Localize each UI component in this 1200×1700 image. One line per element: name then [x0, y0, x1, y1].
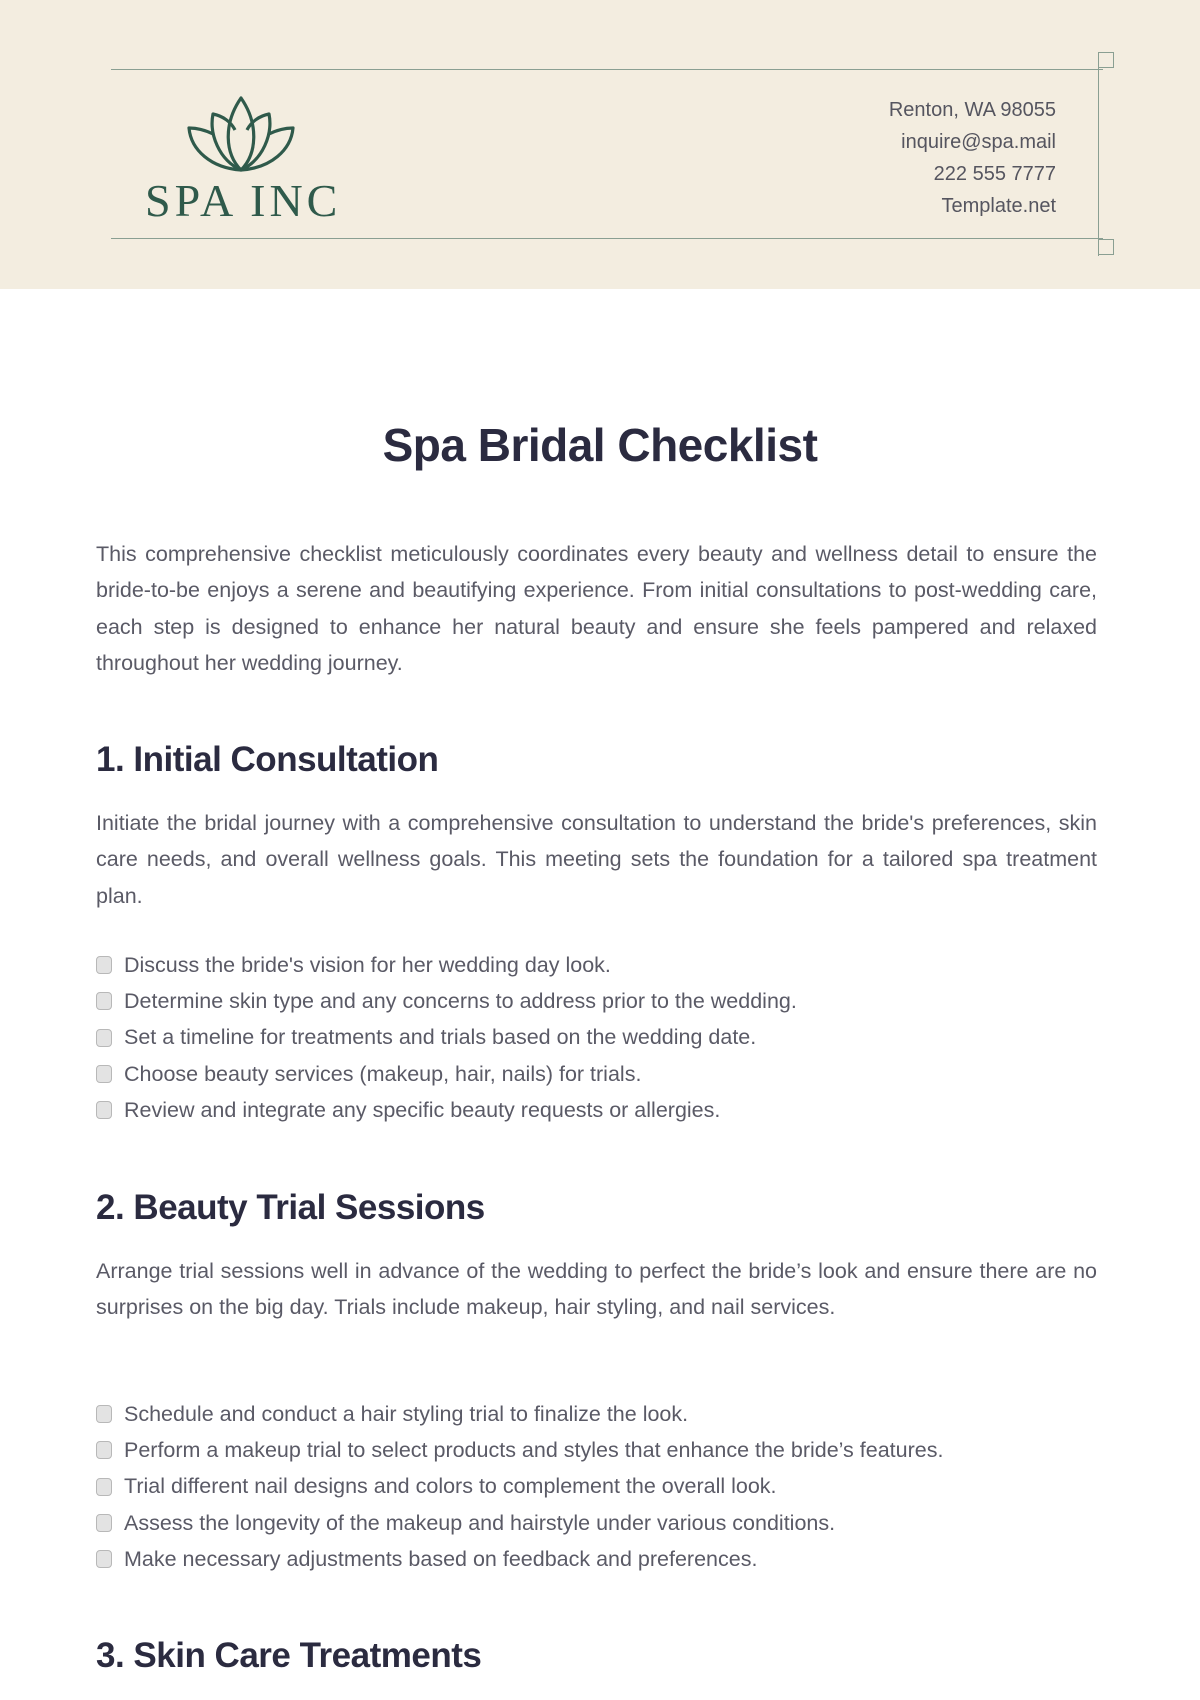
checklist-item-label: Make necessary adjustments based on feedback and preferences. — [124, 1546, 758, 1571]
checkbox[interactable] — [96, 1029, 112, 1047]
intro-paragraph: This comprehensive checklist meticulously coordinates every beauty and wellness detail to ensure the bride-to-be enjoys a serene and beautifying experience. From initial consultations to post-wedding care, each step is designed to enhance her natural beauty and ensure she feels pampered and relaxed throughout her wedding journey. — [96, 542, 1097, 675]
checkbox[interactable] — [96, 1405, 112, 1423]
letterhead — [0, 0, 1200, 289]
section-heading-beauty-trial-sessions: 2. Beauty Trial Sessions — [96, 1188, 485, 1227]
section-description: Arrange trial sessions well in advance of the wedding to perfect the bride’s look and ensure there are no surprises on the big day. Trials include makeup, hair styling, and nail services. — [96, 1259, 1097, 1320]
checklist-item-label: Set a timeline for treatments and trials based on the wedding date. — [124, 1025, 757, 1050]
checklist-item-label: Choose beauty services (makeup, hair, nails) for trials. — [124, 1061, 642, 1086]
checklist-item-label: Trial different nail designs and colors to complement the overall look. — [124, 1474, 777, 1499]
vertical-rule — [1098, 52, 1099, 256]
contact-block — [889, 94, 1056, 222]
checklist-item[interactable] — [96, 1469, 1146, 1505]
section-description: Initiate the bridal journey with a comprehensive consultation to understand the bride's preferences, skin care needs, and overall wellness goals. This meeting sets the foundation for a tailored spa treatment plan. — [96, 811, 1097, 908]
checklist-item[interactable] — [96, 1396, 1146, 1432]
checkbox[interactable] — [96, 1101, 112, 1119]
checklist-item[interactable] — [96, 1541, 1146, 1577]
checkbox[interactable] — [96, 1065, 112, 1083]
top-rule — [111, 69, 1103, 70]
checkbox[interactable] — [96, 1478, 112, 1496]
checklist-item[interactable] — [96, 1505, 1146, 1541]
checklist-item-label: Determine skin type and any concerns to address prior to the wedding. — [124, 988, 797, 1013]
section-heading-skin-care-treatments: 3. Skin Care Treatments — [96, 1636, 482, 1675]
logo-text: SPA INC — [145, 175, 342, 226]
checklist-item[interactable] — [96, 1092, 1146, 1128]
contact-email[interactable]: inquire@spa.mail — [901, 131, 1056, 153]
logo — [140, 94, 350, 224]
contact-website[interactable]: Template.net — [941, 195, 1056, 217]
corner-square-top — [1098, 52, 1114, 68]
checkbox[interactable] — [96, 956, 112, 974]
checklist-beauty-trial-sessions — [96, 1396, 1146, 1577]
checklist-item-label: Assess the longevity of the makeup and hairstyle under various conditions. — [124, 1510, 836, 1535]
checklist-item[interactable] — [96, 1056, 1146, 1092]
checklist-item[interactable] — [96, 947, 1146, 983]
checklist-item-label: Review and integrate any specific beauty requests or allergies. — [124, 1097, 721, 1122]
checkbox[interactable] — [96, 1550, 112, 1568]
checklist-item[interactable] — [96, 983, 1146, 1019]
contact-address: Renton, WA 98055 — [888, 99, 1056, 121]
checklist-item[interactable] — [96, 1432, 1146, 1468]
checkbox[interactable] — [96, 1514, 112, 1532]
corner-square-bottom — [1098, 239, 1114, 255]
section-heading-initial-consultation: 1. Initial Consultation — [96, 740, 439, 779]
contact-phone: 222 555 7777 — [933, 163, 1056, 185]
page-title: Spa Bridal Checklist — [382, 419, 818, 471]
checklist-item-label: Discuss the bride's vision for her wedding day look. — [124, 952, 611, 977]
checklist-initial-consultation — [96, 947, 1146, 1128]
checkbox[interactable] — [96, 992, 112, 1010]
checklist-item[interactable] — [96, 1020, 1146, 1056]
bottom-rule — [111, 238, 1103, 239]
checklist-item-label: Schedule and conduct a hair styling trial to finalize the look. — [124, 1401, 689, 1426]
checklist-item-label: Perform a makeup trial to select products and styles that enhance the bride’s features. — [124, 1437, 944, 1462]
checkbox[interactable] — [96, 1441, 112, 1459]
lotus-icon — [185, 94, 297, 174]
